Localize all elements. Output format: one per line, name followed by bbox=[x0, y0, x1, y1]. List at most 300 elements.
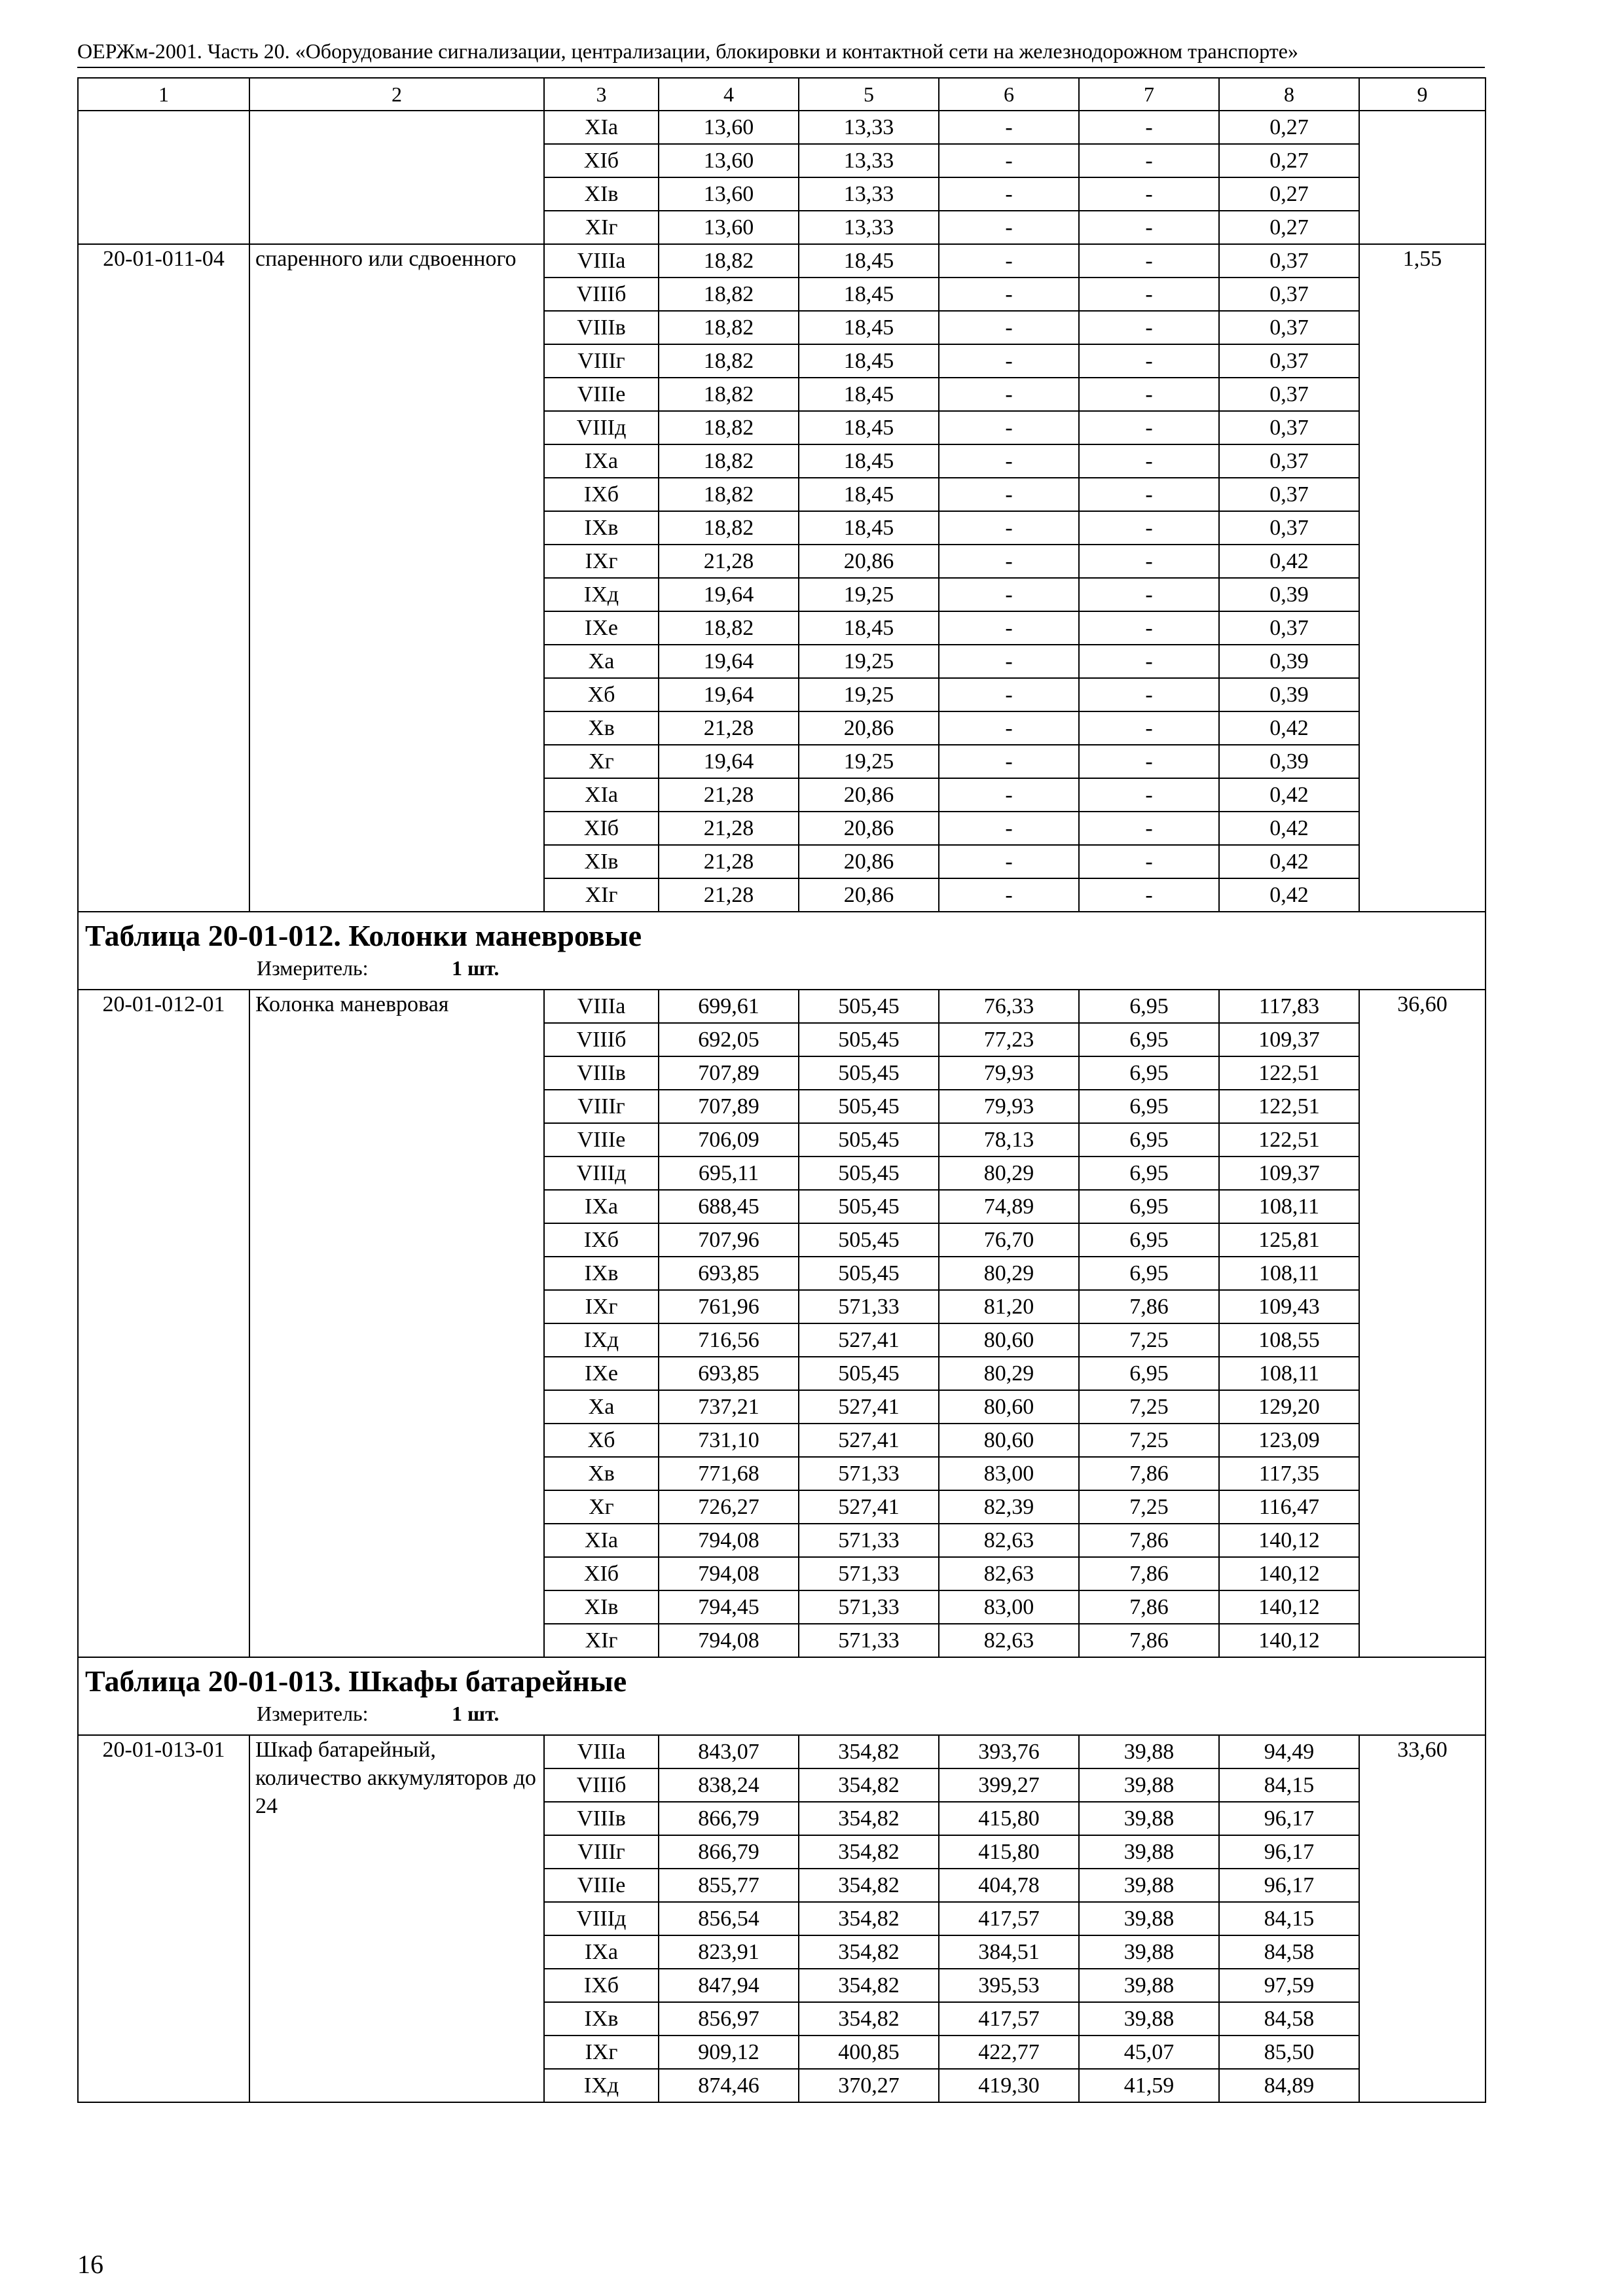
table-row bbox=[78, 244, 1486, 278]
value-col4: 693,85 bbox=[659, 1357, 799, 1390]
value-col4: 823,91 bbox=[659, 1935, 799, 1969]
value-col8: 84,15 bbox=[1219, 1902, 1359, 1935]
value-col8: 0,37 bbox=[1219, 611, 1359, 645]
value-col6: 76,33 bbox=[939, 990, 1079, 1023]
value-col6: - bbox=[939, 545, 1079, 578]
value-col5: 527,41 bbox=[799, 1490, 939, 1524]
measure-unit: 1 шт. bbox=[452, 1702, 500, 1725]
value-col5: 18,45 bbox=[799, 278, 939, 311]
value-col5: 19,25 bbox=[799, 578, 939, 611]
value-col7: - bbox=[1079, 778, 1219, 812]
value-col4: 909,12 bbox=[659, 2036, 799, 2069]
value-col6: - bbox=[939, 278, 1079, 311]
zone-cell: IXг bbox=[544, 1290, 659, 1323]
value-col6: - bbox=[939, 778, 1079, 812]
zone-cell: XIв bbox=[544, 1590, 659, 1624]
value-col8: 0,39 bbox=[1219, 645, 1359, 678]
value-col8: 96,17 bbox=[1219, 1802, 1359, 1835]
value-col6: - bbox=[939, 845, 1079, 878]
value-col8: 0,39 bbox=[1219, 578, 1359, 611]
value-col5: 18,45 bbox=[799, 378, 939, 411]
value-col4: 19,64 bbox=[659, 678, 799, 711]
zone-cell: IXд bbox=[544, 2069, 659, 2102]
value-col7: 6,95 bbox=[1079, 1023, 1219, 1056]
zone-cell: XIг bbox=[544, 1624, 659, 1657]
value-col6: 80,60 bbox=[939, 1323, 1079, 1357]
value-col6: - bbox=[939, 745, 1079, 778]
value-col6: - bbox=[939, 878, 1079, 912]
table-title: Таблица 20-01-013. Шкафы батарейные bbox=[85, 1664, 627, 1698]
value-col7: 39,88 bbox=[1079, 1802, 1219, 1835]
value-col8: 117,83 bbox=[1219, 990, 1359, 1023]
value-col8: 0,37 bbox=[1219, 478, 1359, 511]
item-description: Колонка маневровая bbox=[249, 990, 544, 1657]
value-col7: 7,86 bbox=[1079, 1457, 1219, 1490]
value-col4: 19,64 bbox=[659, 578, 799, 611]
item-code: 20-01-012-01 bbox=[78, 990, 249, 1657]
value-col6: - bbox=[939, 244, 1079, 278]
value-col5: 18,45 bbox=[799, 444, 939, 478]
value-col7: 7,25 bbox=[1079, 1323, 1219, 1357]
value-col4: 707,89 bbox=[659, 1056, 799, 1090]
value-col7: 6,95 bbox=[1079, 1157, 1219, 1190]
value-col5: 20,86 bbox=[799, 845, 939, 878]
table-title-row bbox=[78, 1657, 1486, 1735]
measure-line bbox=[79, 954, 1485, 983]
value-col4: 699,61 bbox=[659, 990, 799, 1023]
zone-cell: XIа bbox=[544, 111, 659, 144]
zone-cell: VIIIе bbox=[544, 378, 659, 411]
item-description: Шкаф батарейный, количество аккумуляторов до 24 bbox=[249, 1735, 544, 2102]
value-col5: 19,25 bbox=[799, 745, 939, 778]
zone-cell: VIIIг bbox=[544, 1835, 659, 1869]
value-col7: - bbox=[1079, 411, 1219, 444]
value-col5: 354,82 bbox=[799, 1735, 939, 1768]
value-col7: 39,88 bbox=[1079, 1902, 1219, 1935]
zone-cell: VIIIа bbox=[544, 990, 659, 1023]
value-col4: 18,82 bbox=[659, 311, 799, 344]
column-number: 5 bbox=[799, 78, 939, 111]
zone-cell: XIг bbox=[544, 878, 659, 912]
value-col5: 571,33 bbox=[799, 1524, 939, 1557]
value-col4: 707,96 bbox=[659, 1223, 799, 1257]
item-code bbox=[78, 111, 249, 244]
value-col8: 0,37 bbox=[1219, 511, 1359, 545]
value-col5: 505,45 bbox=[799, 1090, 939, 1123]
table-row bbox=[78, 111, 1486, 144]
value-col8: 94,49 bbox=[1219, 1735, 1359, 1768]
table-title-cell bbox=[78, 912, 1486, 990]
value-col4: 18,82 bbox=[659, 244, 799, 278]
column-number: 6 bbox=[939, 78, 1079, 111]
column-number: 1 bbox=[78, 78, 249, 111]
value-col4: 18,82 bbox=[659, 511, 799, 545]
value-col8: 84,58 bbox=[1219, 2002, 1359, 2036]
value-col9: 36,60 bbox=[1359, 990, 1486, 1657]
zone-cell: Xа bbox=[544, 1390, 659, 1424]
zone-cell: IXе bbox=[544, 611, 659, 645]
value-col7: 7,25 bbox=[1079, 1424, 1219, 1457]
zone-cell: IXа bbox=[544, 1190, 659, 1223]
value-col7: 7,25 bbox=[1079, 1390, 1219, 1424]
value-col4: 866,79 bbox=[659, 1802, 799, 1835]
value-col7: - bbox=[1079, 211, 1219, 244]
table-title-cell bbox=[78, 1657, 1486, 1735]
value-col5: 13,33 bbox=[799, 177, 939, 211]
value-col6: - bbox=[939, 411, 1079, 444]
value-col5: 354,82 bbox=[799, 1869, 939, 1902]
value-col6: - bbox=[939, 812, 1079, 845]
value-col4: 18,82 bbox=[659, 344, 799, 378]
value-col5: 354,82 bbox=[799, 1969, 939, 2002]
value-col7: 39,88 bbox=[1079, 1935, 1219, 1969]
value-col5: 527,41 bbox=[799, 1323, 939, 1357]
item-description: спаренного или сдвоенного bbox=[249, 244, 544, 912]
zone-cell: VIIIб bbox=[544, 1023, 659, 1056]
value-col5: 505,45 bbox=[799, 1157, 939, 1190]
value-col8: 0,27 bbox=[1219, 177, 1359, 211]
column-numbers-row bbox=[78, 78, 1486, 111]
value-col4: 794,45 bbox=[659, 1590, 799, 1624]
value-col6: 80,29 bbox=[939, 1357, 1079, 1390]
zone-cell: IXв bbox=[544, 511, 659, 545]
value-col4: 21,28 bbox=[659, 812, 799, 845]
value-col8: 0,27 bbox=[1219, 211, 1359, 244]
value-col6: - bbox=[939, 344, 1079, 378]
zone-cell: IXг bbox=[544, 2036, 659, 2069]
zone-cell: IXд bbox=[544, 1323, 659, 1357]
value-col4: 18,82 bbox=[659, 444, 799, 478]
zone-cell: XIб bbox=[544, 812, 659, 845]
value-col4: 695,11 bbox=[659, 1157, 799, 1190]
zone-cell: VIIIг bbox=[544, 1090, 659, 1123]
value-col6: - bbox=[939, 177, 1079, 211]
value-col8: 84,89 bbox=[1219, 2069, 1359, 2102]
value-col5: 505,45 bbox=[799, 1257, 939, 1290]
value-col8: 116,47 bbox=[1219, 1490, 1359, 1524]
value-col6: 415,80 bbox=[939, 1802, 1079, 1835]
zone-cell: Xа bbox=[544, 645, 659, 678]
value-col5: 354,82 bbox=[799, 1835, 939, 1869]
column-number: 3 bbox=[544, 78, 659, 111]
value-col4: 794,08 bbox=[659, 1557, 799, 1590]
zone-cell: VIIIб bbox=[544, 1768, 659, 1802]
column-number: 8 bbox=[1219, 78, 1359, 111]
value-col4: 693,85 bbox=[659, 1257, 799, 1290]
value-col7: - bbox=[1079, 812, 1219, 845]
value-col8: 0,37 bbox=[1219, 344, 1359, 378]
value-col7: 39,88 bbox=[1079, 1869, 1219, 1902]
value-col8: 85,50 bbox=[1219, 2036, 1359, 2069]
value-col5: 18,45 bbox=[799, 344, 939, 378]
value-col5: 20,86 bbox=[799, 545, 939, 578]
value-col4: 856,97 bbox=[659, 2002, 799, 2036]
value-col4: 726,27 bbox=[659, 1490, 799, 1524]
value-col6: 82,39 bbox=[939, 1490, 1079, 1524]
zone-cell: Xг bbox=[544, 1490, 659, 1524]
zone-cell: IXб bbox=[544, 1223, 659, 1257]
value-col8: 122,51 bbox=[1219, 1056, 1359, 1090]
item-code: 20-01-011-04 bbox=[78, 244, 249, 912]
value-col5: 354,82 bbox=[799, 2002, 939, 2036]
zone-cell: VIIIе bbox=[544, 1869, 659, 1902]
zone-cell: VIIIд bbox=[544, 1902, 659, 1935]
value-col8: 0,42 bbox=[1219, 778, 1359, 812]
zone-cell: IXа bbox=[544, 444, 659, 478]
value-col7: 39,88 bbox=[1079, 1835, 1219, 1869]
value-col9 bbox=[1359, 111, 1486, 244]
value-col6: 82,63 bbox=[939, 1557, 1079, 1590]
value-col6: 417,57 bbox=[939, 2002, 1079, 2036]
value-col4: 856,54 bbox=[659, 1902, 799, 1935]
value-col6: 422,77 bbox=[939, 2036, 1079, 2069]
value-col8: 108,11 bbox=[1219, 1257, 1359, 1290]
header-rule bbox=[77, 67, 1485, 68]
value-col8: 0,42 bbox=[1219, 812, 1359, 845]
value-col5: 20,86 bbox=[799, 878, 939, 912]
item-description bbox=[249, 111, 544, 244]
value-col6: 80,29 bbox=[939, 1257, 1079, 1290]
value-col8: 117,35 bbox=[1219, 1457, 1359, 1490]
zone-cell: Xб bbox=[544, 1424, 659, 1457]
zone-cell: VIIIб bbox=[544, 278, 659, 311]
zone-cell: XIб bbox=[544, 1557, 659, 1590]
value-col5: 18,45 bbox=[799, 411, 939, 444]
value-col5: 19,25 bbox=[799, 678, 939, 711]
value-col5: 20,86 bbox=[799, 812, 939, 845]
value-col8: 0,37 bbox=[1219, 278, 1359, 311]
value-col8: 140,12 bbox=[1219, 1590, 1359, 1624]
column-number: 9 bbox=[1359, 78, 1486, 111]
value-col4: 21,28 bbox=[659, 711, 799, 745]
value-col5: 505,45 bbox=[799, 1023, 939, 1056]
value-col8: 97,59 bbox=[1219, 1969, 1359, 2002]
value-col6: - bbox=[939, 511, 1079, 545]
value-col6: - bbox=[939, 444, 1079, 478]
value-col8: 0,39 bbox=[1219, 678, 1359, 711]
value-col5: 505,45 bbox=[799, 1223, 939, 1257]
measure-label: Измеритель: bbox=[257, 1702, 369, 1725]
zone-cell: IXа bbox=[544, 1935, 659, 1969]
table-title: Таблица 20-01-012. Колонки маневровые bbox=[85, 919, 642, 952]
value-col5: 505,45 bbox=[799, 1056, 939, 1090]
value-col5: 20,86 bbox=[799, 778, 939, 812]
zone-cell: Xг bbox=[544, 745, 659, 778]
value-col5: 18,45 bbox=[799, 511, 939, 545]
value-col6: - bbox=[939, 645, 1079, 678]
value-col7: - bbox=[1079, 711, 1219, 745]
zone-cell: VIIIв bbox=[544, 1056, 659, 1090]
value-col4: 21,28 bbox=[659, 778, 799, 812]
zone-cell: IXб bbox=[544, 478, 659, 511]
value-col6: - bbox=[939, 211, 1079, 244]
value-col4: 716,56 bbox=[659, 1323, 799, 1357]
column-number: 7 bbox=[1079, 78, 1219, 111]
value-col4: 21,28 bbox=[659, 845, 799, 878]
value-col7: 6,95 bbox=[1079, 1257, 1219, 1290]
zone-cell: XIб bbox=[544, 144, 659, 177]
zone-cell: VIIIе bbox=[544, 1123, 659, 1157]
value-col6: 79,93 bbox=[939, 1056, 1079, 1090]
value-col6: 78,13 bbox=[939, 1123, 1079, 1157]
value-col4: 21,28 bbox=[659, 878, 799, 912]
zone-cell: IXв bbox=[544, 1257, 659, 1290]
zone-cell: Xв bbox=[544, 711, 659, 745]
column-number: 4 bbox=[659, 78, 799, 111]
value-col7: 7,25 bbox=[1079, 1490, 1219, 1524]
value-col7: - bbox=[1079, 645, 1219, 678]
value-col7: - bbox=[1079, 111, 1219, 144]
value-col5: 18,45 bbox=[799, 311, 939, 344]
value-col4: 18,82 bbox=[659, 411, 799, 444]
value-col9: 1,55 bbox=[1359, 244, 1486, 912]
value-col5: 571,33 bbox=[799, 1457, 939, 1490]
value-col8: 0,42 bbox=[1219, 711, 1359, 745]
value-col8: 0,37 bbox=[1219, 311, 1359, 344]
value-col7: 7,86 bbox=[1079, 1524, 1219, 1557]
value-col4: 18,82 bbox=[659, 378, 799, 411]
item-code: 20-01-013-01 bbox=[78, 1735, 249, 2102]
value-col8: 108,55 bbox=[1219, 1323, 1359, 1357]
zone-cell: XIв bbox=[544, 845, 659, 878]
value-col6: 415,80 bbox=[939, 1835, 1079, 1869]
zone-cell: IXб bbox=[544, 1969, 659, 2002]
value-col4: 19,64 bbox=[659, 645, 799, 678]
value-col8: 0,27 bbox=[1219, 111, 1359, 144]
value-col8: 140,12 bbox=[1219, 1624, 1359, 1657]
zone-cell: VIIIд bbox=[544, 411, 659, 444]
value-col8: 125,81 bbox=[1219, 1223, 1359, 1257]
value-col6: 77,23 bbox=[939, 1023, 1079, 1056]
value-col4: 18,82 bbox=[659, 611, 799, 645]
value-col8: 0,37 bbox=[1219, 378, 1359, 411]
zone-cell: VIIIв bbox=[544, 1802, 659, 1835]
value-col5: 19,25 bbox=[799, 645, 939, 678]
value-col4: 21,28 bbox=[659, 545, 799, 578]
value-col7: - bbox=[1079, 444, 1219, 478]
value-col4: 18,82 bbox=[659, 478, 799, 511]
zone-cell: XIа bbox=[544, 778, 659, 812]
value-col6: 393,76 bbox=[939, 1735, 1079, 1768]
table-row bbox=[78, 1735, 1486, 1768]
value-col7: - bbox=[1079, 745, 1219, 778]
value-col7: - bbox=[1079, 244, 1219, 278]
value-col4: 688,45 bbox=[659, 1190, 799, 1223]
value-col6: - bbox=[939, 611, 1079, 645]
value-col5: 18,45 bbox=[799, 244, 939, 278]
measure-line bbox=[79, 1700, 1485, 1729]
value-col8: 122,51 bbox=[1219, 1123, 1359, 1157]
value-col7: - bbox=[1079, 611, 1219, 645]
value-col6: - bbox=[939, 144, 1079, 177]
page-header: ОЕРЖм-2001. Часть 20. «Оборудование сигнализации, централизации, блокировки и контактной сети на железнодорожном транспорте» bbox=[77, 39, 1298, 63]
value-col6: 81,20 bbox=[939, 1290, 1079, 1323]
value-col7: - bbox=[1079, 311, 1219, 344]
value-col4: 707,89 bbox=[659, 1090, 799, 1123]
value-col4: 19,64 bbox=[659, 745, 799, 778]
value-col6: - bbox=[939, 578, 1079, 611]
value-col5: 505,45 bbox=[799, 1357, 939, 1390]
zone-cell: IXв bbox=[544, 2002, 659, 2036]
value-col8: 0,42 bbox=[1219, 545, 1359, 578]
value-col7: 6,95 bbox=[1079, 1223, 1219, 1257]
page-number: 16 bbox=[77, 2250, 103, 2279]
value-col6: - bbox=[939, 111, 1079, 144]
value-col4: 771,68 bbox=[659, 1457, 799, 1490]
value-col5: 370,27 bbox=[799, 2069, 939, 2102]
value-col6: 83,00 bbox=[939, 1590, 1079, 1624]
value-col6: - bbox=[939, 678, 1079, 711]
value-col5: 20,86 bbox=[799, 711, 939, 745]
value-col5: 571,33 bbox=[799, 1290, 939, 1323]
value-col8: 0,42 bbox=[1219, 878, 1359, 912]
value-col8: 140,12 bbox=[1219, 1524, 1359, 1557]
value-col7: 7,86 bbox=[1079, 1290, 1219, 1323]
value-col4: 761,96 bbox=[659, 1290, 799, 1323]
value-col4: 838,24 bbox=[659, 1768, 799, 1802]
value-col6: 83,00 bbox=[939, 1457, 1079, 1490]
value-col6: - bbox=[939, 311, 1079, 344]
value-col5: 505,45 bbox=[799, 1190, 939, 1223]
value-col8: 0,27 bbox=[1219, 144, 1359, 177]
zone-cell: IXг bbox=[544, 545, 659, 578]
value-col6: - bbox=[939, 478, 1079, 511]
value-col4: 794,08 bbox=[659, 1524, 799, 1557]
value-col8: 0,39 bbox=[1219, 745, 1359, 778]
value-col7: 7,86 bbox=[1079, 1557, 1219, 1590]
value-col7: 6,95 bbox=[1079, 990, 1219, 1023]
value-col4: 13,60 bbox=[659, 177, 799, 211]
zone-cell: IXе bbox=[544, 1357, 659, 1390]
zone-cell: XIг bbox=[544, 211, 659, 244]
value-col7: - bbox=[1079, 177, 1219, 211]
table-title-row bbox=[78, 912, 1486, 990]
value-col4: 13,60 bbox=[659, 111, 799, 144]
zone-cell: XIв bbox=[544, 177, 659, 211]
value-col6: 82,63 bbox=[939, 1624, 1079, 1657]
value-col7: 6,95 bbox=[1079, 1357, 1219, 1390]
value-col4: 18,82 bbox=[659, 278, 799, 311]
value-col8: 0,37 bbox=[1219, 411, 1359, 444]
value-col6: 80,29 bbox=[939, 1157, 1079, 1190]
value-col8: 109,37 bbox=[1219, 1023, 1359, 1056]
zone-cell: Xв bbox=[544, 1457, 659, 1490]
value-col4: 794,08 bbox=[659, 1624, 799, 1657]
value-col8: 96,17 bbox=[1219, 1835, 1359, 1869]
value-col7: - bbox=[1079, 344, 1219, 378]
value-col8: 84,58 bbox=[1219, 1935, 1359, 1969]
value-col7: - bbox=[1079, 144, 1219, 177]
value-col7: - bbox=[1079, 478, 1219, 511]
value-col7: 39,88 bbox=[1079, 1735, 1219, 1768]
value-col7: - bbox=[1079, 545, 1219, 578]
value-col4: 737,21 bbox=[659, 1390, 799, 1424]
value-col8: 108,11 bbox=[1219, 1357, 1359, 1390]
zone-cell: VIIIг bbox=[544, 344, 659, 378]
zone-cell: VIIIв bbox=[544, 311, 659, 344]
table-row bbox=[78, 990, 1486, 1023]
value-col6: 399,27 bbox=[939, 1768, 1079, 1802]
value-col5: 527,41 bbox=[799, 1390, 939, 1424]
value-col7: - bbox=[1079, 578, 1219, 611]
value-col5: 18,45 bbox=[799, 611, 939, 645]
value-col7: - bbox=[1079, 678, 1219, 711]
value-col6: 76,70 bbox=[939, 1223, 1079, 1257]
value-col4: 843,07 bbox=[659, 1735, 799, 1768]
value-col9: 33,60 bbox=[1359, 1735, 1486, 2102]
value-col4: 866,79 bbox=[659, 1835, 799, 1869]
value-col8: 109,37 bbox=[1219, 1157, 1359, 1190]
